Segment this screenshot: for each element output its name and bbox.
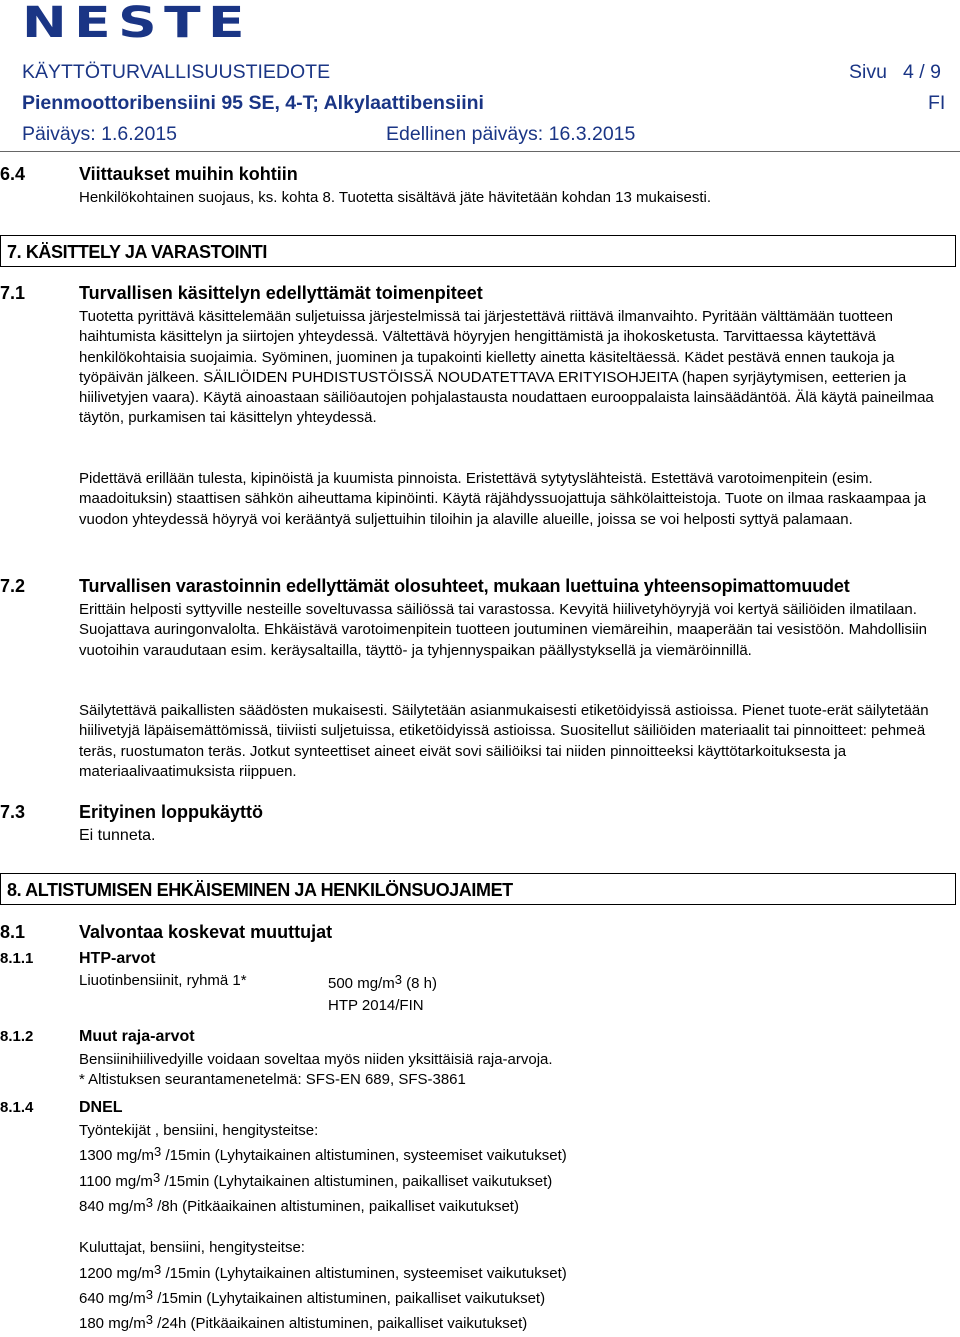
section-number: 7.2 [0,576,26,596]
doc-title: KÄYTTÖTURVALLISUUSTIEDOTE [22,61,331,83]
subsection-title: Erityinen loppukäyttö [79,802,264,822]
limit-value: 500 $mg/m^3$ (8 h) [328,972,437,992]
subsection-title: Turvallisen käsittelyn edellyttämät toimenpiteet [79,283,483,303]
dnel-value: 1100 $mg/m^3$ /15min (Lyhytaikainen altistuminen, paikalliset vaikutukset) [79,1170,553,1190]
section-number: 6.4 [0,164,26,184]
paragraph: Tuotetta pyrittävä käsittelemään suljetuissa järjestelmissä tai järjestettävä riittävä ilmanvaihto. Pyritään välttämään tuotteen haihtumista käsittelyn ja siirtojen yhteydessä. Vältettävä höyryjen hengittämistä ja ihokosketusta. Tarvittaessa käytettävä henkilökohtaisia suojaimia. Syöminen, juominen ja tupakointi kielletty ainetta käsiteltäessä. Kädet pestävä ennen taukoja ja työpäivän jälkeen. SÄILIÖIDEN PUHDISTUSTÖISSÄ NOUDATETTAVA ERITYISOHJEITA (hapen syrjäytymisen, eetterien ja hiilivetyjen vaara). Käytä ainoastaan säiliöautojen pohjalastausta noudattaen eurooppalaista lainsäädäntöä. Älä käytä paineilmaa täytön, purkamisen tai käsittelyn yhteydessä. [79,308,934,427]
paragraph: Ei tunneta. [79,827,156,844]
dnel-group-label: Kuluttajat, bensiini, hengitysteitse: [79,1239,305,1256]
section-number: 7.1 [0,283,26,303]
dnel-value: 1200 $mg/m^3$ /15min (Lyhytaikainen altistuminen, systeemiset vaikutukset) [79,1262,567,1282]
paragraph: Henkilökohtainen suojaus, ks. kohta 8. Tuotetta sisältävä jäte hävitetään kohdan 13 mukaisesti. [79,189,712,206]
section-number: 8.1.4 [0,1099,34,1116]
section-number: 8.1.2 [0,1028,34,1045]
subsection-title: Viittaukset muihin kohtiin [79,164,298,184]
section-number: 8.1.1 [0,950,34,967]
dnel-value: 840 $mg/m^3$ /8h (Pitkäaikainen altistuminen, paikalliset vaikutukset) [79,1195,519,1215]
subsection-title: Valvontaa koskevat muuttujat [79,922,333,942]
previous-date: Edellinen päiväys: 16.3.2015 [386,123,636,145]
section-number: 8.1 [0,922,26,942]
page-label: Sivu [849,61,887,83]
page-number: 4 / 9 [903,61,941,83]
section-title: 8. ALTISTUMISEN EHKÄISEMINEN JA HENKILÖNSUOJAIMET [7,880,513,900]
section-title: 7. KÄSITTELY JA VARASTOINTI [7,242,267,262]
dnel-value: 1300 $mg/m^3$ /15min (Lyhytaikainen altistuminen, systeemiset vaikutukset) [79,1144,567,1164]
limit-source: HTP 2014/FIN [328,997,424,1014]
language-code: FI [928,92,946,114]
substance-name: Liuotinbensiinit, ryhmä 1* [79,972,247,989]
paragraph: * Altistuksen seurantamenetelmä: SFS-EN 689, SFS-3861 [79,1071,466,1088]
dnel-group-label: Työntekijät , bensiini, hengitysteitse: [79,1122,319,1139]
dnel-value: 180 $mg/m^3$ /24h (Pitkäaikainen altistuminen, paikalliset vaikutukset) [79,1312,528,1332]
paragraph: Bensiinihiilivedyille voidaan soveltaa myös niiden yksittäisiä raja-arvoja. [79,1051,553,1068]
subsection-title: Turvallisen varastoinnin edellyttämät olosuhteet, mukaan luettuina yhteensopimattomuudet [79,576,850,596]
product-name: Pienmoottoribensiini 95 SE, 4-T; Alkylaattibensiini [22,92,484,114]
dnel-value: 640 $mg/m^3$ /15min (Lyhytaikainen altistuminen, paikalliset vaikutukset) [79,1287,546,1307]
neste-logo [22,4,254,40]
logo-text: NESTE [22,4,252,40]
header-divider [0,151,960,152]
section-header [0,235,956,267]
subsection-title: Muut raja-arvot [79,1028,195,1045]
paragraph: Erittäin helposti syttyville nesteille soveltuvassa säiliössä tai varastossa. Kevyitä hiilivetyhöyryjä voi kertyä säiliöiden ilmatilaan. Suojattava auringonvalolta. Ehkäistävä varotoimenpitein tuotteen joutuminen viemäreihin, maaperään tai vesistöön. Mahdollisiin vuotoihin varaudutaan esim. keräysaltailla, täyttö- ja tyhjennyspaikan päällystyksellä ja viemäröinnillä. [79,601,927,659]
paragraph: Pidettävä erillään tulesta, kipinöistä ja kuumista pinnoista. Eristettävä sytytyslähteistä. Estettävä varotoimenpitein (esim. maadoituksin) staattisen sähkön aiheuttama kipinöinti. Käytä räjähdyssuojattuja sähkölaitteistoja. Tuote on ilmaa raskaampaa ja vuodon yhteydessä höyryä voi kerääntyä suljettuihin tiloihin ja alaville alueille, joissa se voi helposti syttyä palamaan. [79,470,927,528]
issue-date: Päiväys: 1.6.2015 [22,123,178,145]
section-header [0,873,956,905]
section-number: 7.3 [0,802,26,822]
paragraph: Säilytettävä paikallisten säädösten mukaisesti. Säilytetään asianmukaisesti etiketöidyissä astioissa. Pienet tuote-erät säilytetään hiilivetyjä läpäisemättömissä, tiiviisti suljetuissa, etiketöidyissä astioissa. Suositellut säiliöiden materiaalit tai pinnoitteet: pehmeä teräs, ruostumaton teräs. Jotkut synteettiset aineet eivät sovi säiliöiksi tai niiden pinnoitteeksi käyttötarkoituksesta ja materiaalivaatimuksista riippuen. [79,702,929,780]
subsection-title: HTP-arvot [79,950,156,967]
subsection-title: DNEL [79,1099,123,1116]
